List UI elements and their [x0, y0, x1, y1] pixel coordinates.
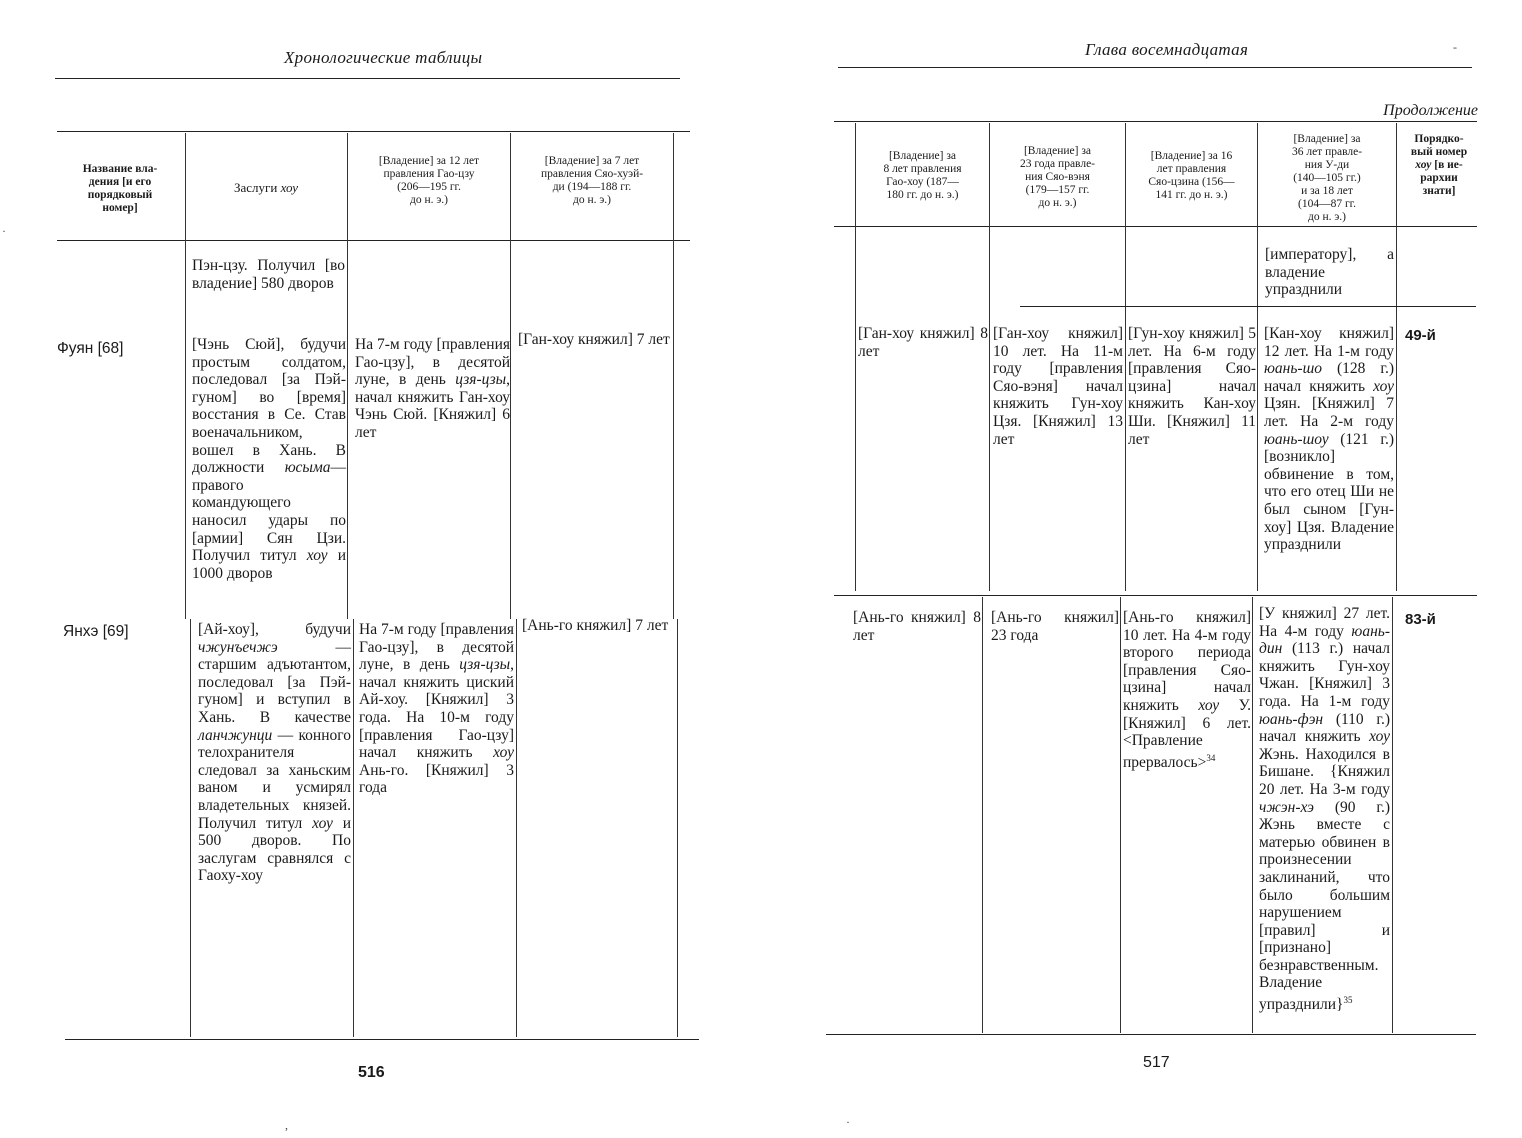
cell-xiaojing-row1: [Гун-хоу княжил] 5 лет. На 6-м году [правления Сяо-цзина] начал княжить Кан-хоу Ши. [Княжил] 11 лет	[1128, 325, 1256, 448]
scan-speck: ·	[846, 1115, 850, 1129]
page-number-right: 517	[1143, 1054, 1170, 1071]
scan-speck: ,	[285, 1118, 288, 1132]
rank-row2: 83-й	[1405, 611, 1436, 628]
col-divider	[1396, 123, 1397, 591]
row-rule	[834, 595, 1477, 596]
col-divider	[1120, 597, 1121, 1033]
continuation-label: Продолжение	[1383, 102, 1478, 119]
col-divider	[855, 123, 856, 591]
rank-row1: 49-й	[1405, 327, 1436, 344]
left-page	[0, 0, 760, 1138]
cell-gaohou-row1: [Ган-хоу княжил] 8 лет	[858, 325, 988, 360]
header-gaozu: [Владение] за 12 лет правления Гао-цзу (206—195 гг. до н. э.)	[378, 155, 480, 206]
cell-xiaowen-row2: [Ань-го княжил] 23 года	[991, 609, 1119, 644]
row-rule	[1020, 306, 1476, 307]
header-xiaohuidi: [Владение] за 7 лет правления Сяо-хуэй- ди (194—188 гг. до н. э.)	[540, 155, 644, 206]
cell-merit-yanhe: [Ай-хоу], будучи чжунъечжэ — старшим адъютантом, последовал [за Пэй-гуном] и вступил в Хань. В качестве ланчжунци — конного телохранителя следовал за ханьским ваном и усмирял владетельных князей. Получил титул хоу и 500 дворов. По заслугам сравнялся с Гаоху-хоу	[198, 621, 351, 885]
row-label-yanhe: Янхэ [69]	[63, 623, 129, 640]
col-divider	[1252, 597, 1253, 1033]
header-gaohou: [Владение] за 8 лет правления Гао-хоу (187— 180 гг. до н. э.)	[883, 150, 962, 201]
table-bottom-rule	[826, 1034, 1476, 1035]
header-wudi: [Владение] за 36 лет правле- ния У-ди (140—105 гг.) и за 18 лет (104—87 гг. до н. э.)	[1291, 133, 1363, 223]
cell-wudi-row2: [У княжил] 27 лет. На 4-м году юань-дин (113 г.) начал княжить Гун-хоу Чжан. [Княжил] 3 года. На 1-м году юань-фэн (110 г.) начал княжить хоу Жэнь. Находился в Бишане. {Княжил 20 лет. На 3-м году чжэн-хэ (90 г.) Жэнь вместе с матерью обвинен в произнесении заклинаний, что было большим нарушением [правил] и [признано] безнравственным. Владение упразднили}$^{35}$	[1259, 605, 1390, 1014]
header-bottom-rule	[57, 240, 690, 241]
cell-wudi-row1: [Кан-хоу княжил] 12 лет. На 1-м году юань-шо (128 г.) начал княжить хоу Цзян. [Княжил] 7 лет. На 2-м году юань-шоу (121 г.) [возникло] обвинение в том, что его отец Ши не был сыном [Гун-хоу] Цзя. Владение упразднили	[1264, 325, 1394, 554]
header-merits: Заслуги хоу	[233, 180, 299, 195]
col-divider	[1392, 597, 1393, 1033]
col-divider	[510, 133, 511, 619]
cell-gaozu-yanhe: На 7-м году [правления Гао-цзу], в десятой луне, в день цзя-цзы, начал княжить циский Ай-хоу. [Княжил] 3 года. На 10-м году [правления Гао-цзу] начал княжить хоу Ань-го. [Княжил] 3 года	[359, 621, 514, 797]
col-divider	[516, 619, 517, 1037]
cell-xiaohuidi-yanhe: [Ань-го княжил] 7 лет	[522, 617, 669, 634]
col-divider	[1125, 123, 1126, 591]
cell-merit-fuyan: [Чэнь Сюй], будучи простым солдатом, последовал [за Пэй-гуном] во [время] восстания в Се. Став военачальником, вошел в Хань. В должности юсыма—правого командующего наносил удары по [армии] Сян Цзи. Получил титул хоу и 1000 дворов	[192, 336, 346, 582]
header-rank: Порядко- вый номер хоу [в ие- рархии знати]	[1410, 133, 1468, 197]
page-number-left: 516	[358, 1064, 385, 1081]
col-divider	[989, 123, 990, 591]
col-divider	[982, 597, 983, 1033]
col-divider	[1257, 123, 1258, 591]
running-head-right: Глава восемнадцатая	[1085, 40, 1249, 59]
col-divider	[347, 133, 348, 619]
header-rule	[838, 67, 1472, 68]
header-bottom-rule	[834, 226, 1477, 227]
header-domain-name: Название вла- дения [и его порядковый номер]	[82, 163, 158, 214]
col-divider	[190, 619, 191, 1037]
running-head-left: Хронологические таблицы	[284, 48, 483, 67]
cell-wudi-row0: [императору], а владение упразднили	[1265, 246, 1394, 299]
col-divider	[673, 133, 674, 619]
col-divider	[353, 619, 354, 1037]
cell-gaohou-row2: [Ань-го княжил] 8 лет	[853, 609, 981, 644]
cell-xiaowen-row1: [Ган-хоу княжил] 10 лет. На 11-м году [правления Сяо-вэня] начал княжить Гун-хоу Цзя. [Княжил] 13 лет	[993, 325, 1123, 448]
header-rule	[55, 78, 680, 79]
scan-speck: -	[1453, 40, 1457, 54]
col-divider	[185, 133, 186, 619]
col-divider	[677, 619, 678, 1037]
cell-gaozu-fuyan: На 7-м году [правления Гао-цзу], в десятой луне, в день цзя-цзы, начал княжить Ган-хоу Чэнь Сюй. [Княжил] 6 лет	[355, 336, 510, 441]
table-top-rule	[57, 131, 690, 132]
right-page	[760, 0, 1522, 1138]
cell-merit-row0: Пэн-цзу. Получил [во владение] 580 дворов	[192, 257, 345, 292]
header-xiaojing: [Владение] за 16 лет правления Сяо-цзина (156— 141 гг. до н. э.)	[1148, 150, 1235, 201]
row-label-fuyan: Фуян [68]	[57, 340, 124, 357]
table-top-rule	[834, 121, 1477, 122]
scan-speck: ·	[2, 224, 6, 238]
cell-xiaohuidi-fuyan: [Ган-хоу княжил] 7 лет	[518, 331, 670, 348]
table-bottom-rule	[65, 1039, 699, 1040]
header-xiaowen: [Владение] за 23 года правле- ния Сяо-вэня (179—157 гг. до н. э.)	[1019, 145, 1095, 209]
cell-xiaojing-row2: [Ань-го княжил] 10 лет. На 4-м году второго периода [правления Сяо-цзина] начал княжить хоу У. [Княжил] 6 лет. <Правление прервалось>$^{34}$	[1123, 609, 1251, 771]
